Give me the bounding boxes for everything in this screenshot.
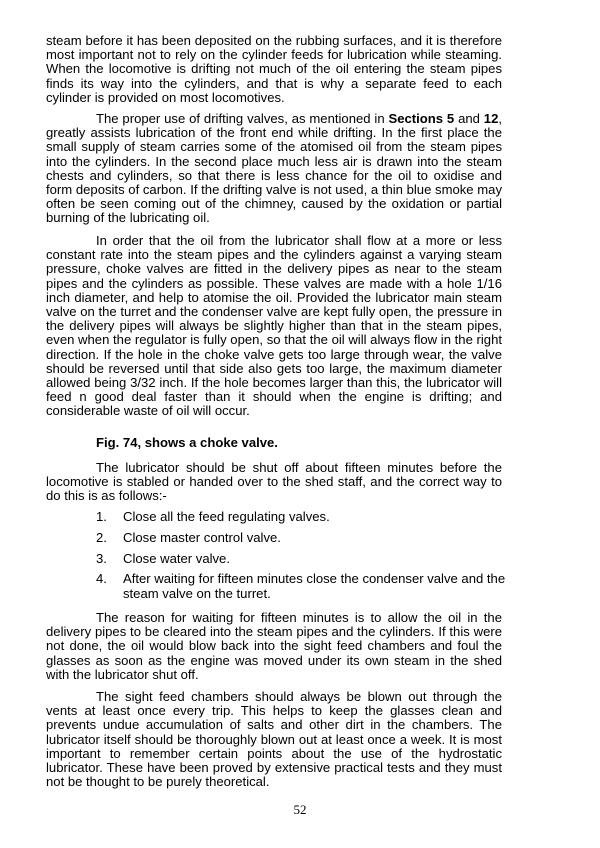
list-item (96, 572, 506, 600)
step-number: 3. (96, 550, 107, 566)
list-item (96, 552, 506, 566)
step-text: Close all the feed regulating valves. (123, 509, 330, 524)
paragraph-shut-off: The lubricator should be shut off about fifteen minutes before the locomotive is stabled or handed over to the shed staff, and the correct way to do this is as follows:- (46, 460, 502, 504)
figure-caption: Fig. 74, shows a choke valve. (96, 435, 278, 450)
step-number: 1. (96, 509, 107, 524)
paragraph-sight-feed: The sight feed chambers should always be blown out through the vents at least once every trip. This helps to keep the glasses clean and prevents undue accumulation of salts and other dirt in the chambers. The lubricator itself should be thoroughly blown out at least once a week. It is most important to remember certain points about the use of the hydrostatic lubricator. These have been proved by extensive practical tests and they must not be thought to be purely theoretical. (46, 689, 502, 790)
shut-off-steps-list (96, 510, 506, 607)
section-ref-12: 12 (483, 111, 499, 126)
paragraph-waiting-reason: The reason for waiting for fifteen minutes is to allow the oil in the delivery pipes to be cleared into the steam pipes and the cylinders. If this were not done, the oil would blow back into the sight feed chambers and foul the glasses as soon as the engine was moved under its own steam in the shed with the lubricator shut off. (46, 610, 502, 682)
paragraph-drifting-valves (46, 112, 502, 226)
step-number: 4. (96, 571, 107, 587)
step-text: Close master control valve. (123, 529, 281, 545)
step-number: 2. (96, 529, 107, 545)
step-text: After waiting for fifteen minutes close the condenser valve and the steam valve on the turret. (123, 571, 506, 601)
paragraph-choke-valves: In order that the oil from the lubricator shall flow at a more or less constant rate into the steam pipes and the cylinders against a varying steam pressure, choke valves are fitted in the delivery pipes as near to the steam pipes and the cylinders as possible. These valves are made with a hole 1/16 inch diameter, and help to atomise the oil. Provided the lubricator main steam valve on the turret and the condenser valve are kept fully open, the pressure in the delivery pipes will always be slightly higher than that in the steam pipes, even when the regulator is fully open, so that the oil will always flow in the right direction. If the hole in the choke valve gets too large through wear, the valve should be reversed until that side also gets too large, the maximum diameter allowed being 3/32 inch. If the hole becomes larger than this, the lubricator will feed n good deal faster than it should when the engine is drifting; and considerable waste of oil will occur. (46, 233, 502, 419)
drifting-text-c: , greatly assists lubrication of the front end while drifting. In the first place the small supply of steam carries some of the atomised oil from the steam pipes into the cylinders. In the second place much less air is drawn into the steam chests and cylinders, so that there is less chance for the oil to oxidise and form deposits of carbon. If the drifting valve is not used, a thin blue smoke may often be seen coming out of the chimney, caused by the oxidation or partial burning of the lubricating oil. (46, 111, 503, 226)
drifting-text-b: and (454, 111, 484, 126)
paragraph-steam-feeds: steam before it has been deposited on the rubbing surfaces, and it is therefore most important not to rely on the cylinder feeds for lubrication while steaming. When the locomotive is drifting not much of the oil entering the steam pipes finds its way into the cylinders, and that is why a separate feed to each cylinder is provided on most locomotives. (46, 33, 502, 105)
drifting-text-a: The proper use of drifting valves, as mentioned in (96, 111, 389, 126)
list-item (96, 531, 506, 545)
page-number: 52 (293, 802, 307, 817)
step-text: Close water valve. (123, 550, 230, 566)
list-item (96, 510, 506, 524)
section-ref-5: Sections 5 (388, 111, 455, 126)
